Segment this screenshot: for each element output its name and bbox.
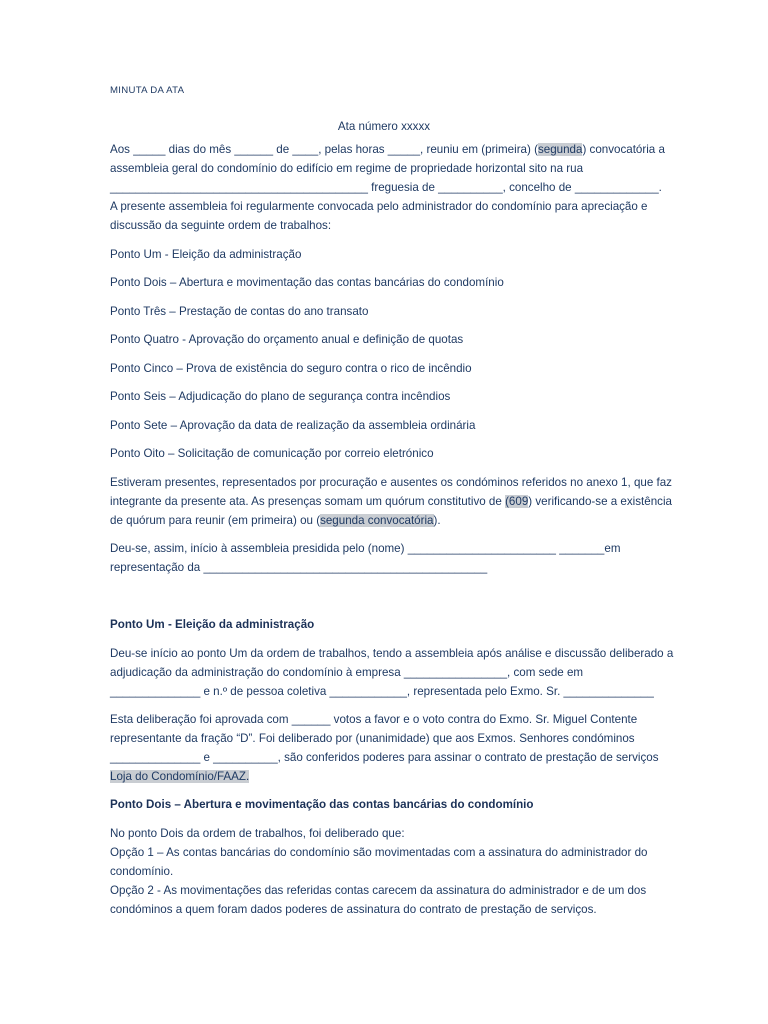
agenda-item: Ponto Seis – Adjudicação do plano de segurança contra incêndios [110, 390, 451, 403]
section-one-p2-line-3: ______________ e __________, são conferidos poderes para assinar o contrato de prestação de serviços [110, 751, 659, 764]
section-two-line-2: Opção 1 – As contas bancárias do condomínio são movimentadas com a assinatura do administrador do [110, 846, 648, 859]
intro-line-4: A presente assembleia foi regularmente convocada pelo administrador do condomínio para apreciação e [110, 200, 648, 213]
agenda-item: Ponto Dois – Abertura e movimentação das contas bancárias do condomínio [110, 276, 504, 289]
agenda-item: Ponto Sete – Aprovação da data de realização da assembleia ordinária [110, 419, 476, 432]
intro-line-3: ________________________________________ freguesia de __________, concelho de _____________. [110, 181, 662, 194]
section-two-line-3: condomínio. [110, 865, 174, 878]
opening-line-1: Deu-se, assim, início à assembleia presidida pelo (nome) _______________________ _______em [110, 542, 621, 555]
presence-line-2-text-a: integrante da presente ata. As presenças somam um quórum constitutivo de [110, 495, 506, 508]
service-provider-highlight: Loja do Condomínio/FAAZ. [110, 770, 250, 783]
intro-line-1-text-a: Aos _____ dias do mês ______ de ____, pelas horas _____, reuniu em (primeira) ( [110, 143, 538, 156]
section-one-p2-line-4 [110, 767, 682, 786]
section-two-title: Ponto Dois – Abertura e movimentação das contas bancárias do condomínio [110, 798, 534, 811]
section-two-line-4: Opção 2 - As movimentações das referidas contas carecem da assinatura do administrador e de um dos [110, 884, 647, 897]
section-one-paragraph-2 [110, 710, 682, 786]
section-one-title: Ponto Um - Eleição da administração [110, 618, 315, 631]
intro-line-5: discussão da seguinte ordem de trabalhos: [110, 219, 332, 232]
agenda-item: Ponto Cinco – Prova de existência do seguro contra o rico de incêndio [110, 362, 472, 375]
intro-highlight: segunda [537, 143, 583, 156]
presence-line-2-text-b: ) verificando-se a existência [528, 495, 672, 508]
minute-number: Ata número xxxxx [337, 120, 431, 133]
section-one-p2-line-2: representante da fração “D”. Foi deliberado por (unanimidade) que aos Exmos. Senhores condóminos [110, 732, 635, 745]
intro-paragraph [110, 140, 682, 235]
document-title: MINUTA DA ATA [110, 85, 185, 96]
agenda-item: Ponto Oito – Solicitação de comunicação por correio eletrónico [110, 447, 434, 460]
convocation-highlight: segunda convocatória [320, 514, 434, 527]
section-one-p1-line-1: Deu-se início ao ponto Um da ordem de trabalhos, tendo a assembleia após análise e discussão deliberado a [110, 647, 674, 660]
section-one-p1-line-2: adjudicação da administração do condomínio à empresa ________________, com sede em [110, 666, 584, 679]
presence-line-3-text-a: de quórum para reunir (em primeira) ou ( [110, 514, 321, 527]
agenda-item: Ponto Quatro - Aprovação do orçamento anual e definição de quotas [110, 333, 464, 346]
section-one-p2-line-1: Esta deliberação foi aprovada com ______ votos a favor e o voto contra do Exmo. Sr. Miguel Contente [110, 713, 638, 726]
agenda-item: Ponto Um - Eleição da administração [110, 248, 302, 261]
presence-line-3 [110, 511, 682, 530]
quorum-highlight: (609 [505, 495, 529, 508]
section-two-line-5: condóminos a quem foram dados poderes de assinatura do contrato de prestação de serviços. [110, 903, 597, 916]
intro-line-1 [110, 140, 682, 159]
opening-line-2: representação da ____________________________________________ [110, 561, 488, 574]
presence-line-3-text-b: ). [433, 514, 441, 527]
intro-line-1-text-b: ) convocatória a [582, 143, 665, 156]
agenda-item: Ponto Três – Prestação de contas do ano transato [110, 305, 369, 318]
opening-paragraph [110, 539, 682, 577]
section-one-p1-line-3: ______________ e n.º de pessoa coletiva ____________, representada pelo Exmo. Sr. ______________ [110, 685, 654, 698]
intro-line-2: assembleia geral do condomínio do edifício em regime de propriedade horizontal sito na rua [110, 162, 584, 175]
section-two-line-1: No ponto Dois da ordem de trabalhos, foi deliberado que: [110, 827, 405, 840]
section-one-paragraph-1 [110, 644, 682, 701]
presence-line-1: Estiveram presentes, representados por procuração e ausentes os condóminos referidos no anexo 1, que faz [110, 476, 672, 489]
section-two-paragraph [110, 824, 682, 919]
presence-line-2 [110, 492, 682, 511]
presence-paragraph [110, 473, 682, 530]
